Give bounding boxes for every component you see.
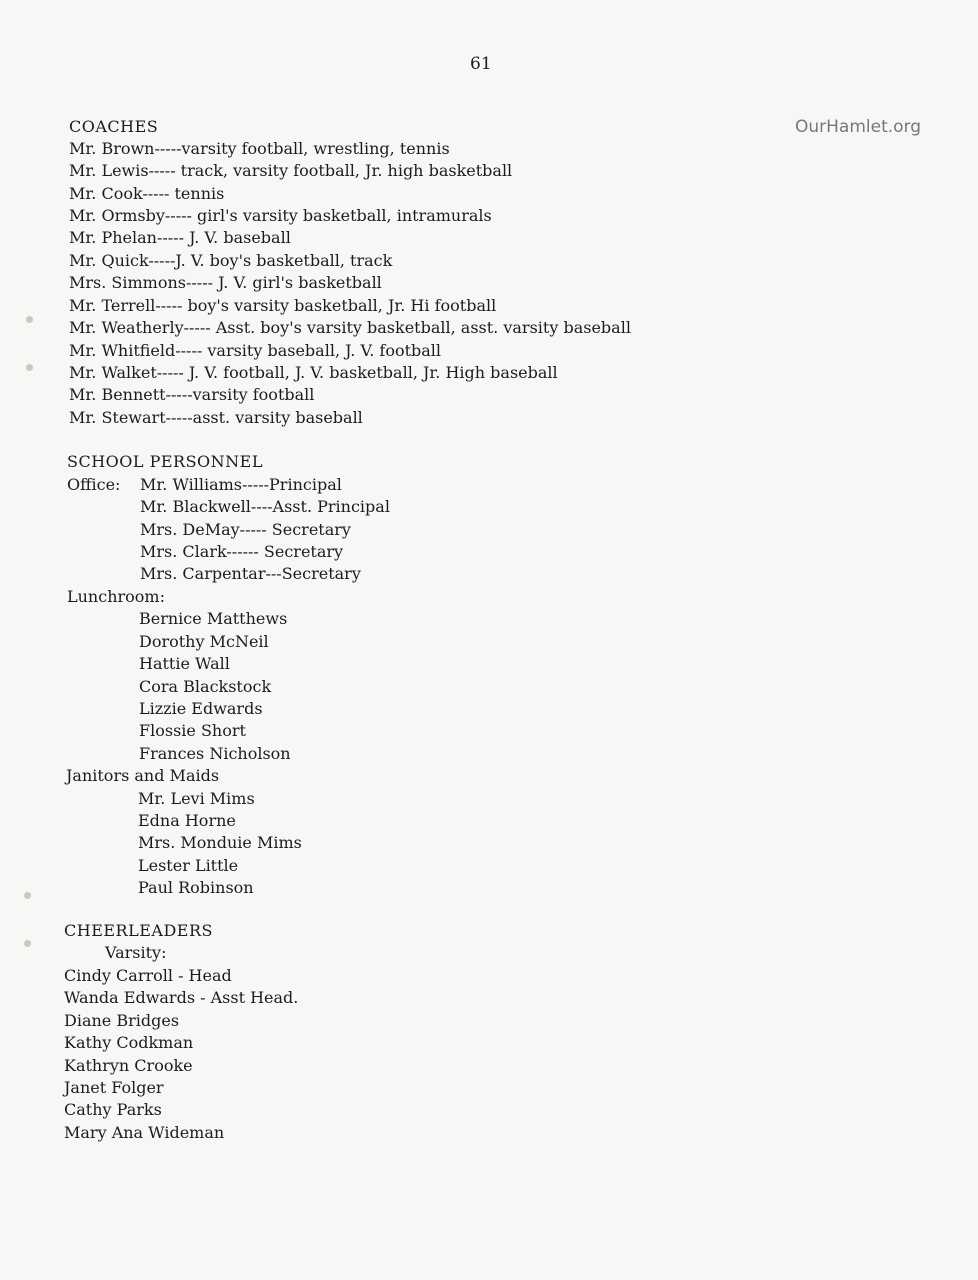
office-staff: Mr. Williams-----Principal — [140, 475, 342, 494]
coach-line: Mrs. Simmons----- J. V. girl's basketball — [69, 273, 382, 292]
lunchroom-label: Lunchroom: — [67, 587, 165, 606]
coach-line: Mr. Phelan----- J. V. baseball — [69, 228, 291, 247]
cheerleader-name: Janet Folger — [64, 1078, 164, 1097]
coach-line: Mr. Terrell----- boy's varsity basketball, Jr. Hi football — [69, 296, 497, 315]
lunchroom-staff: Flossie Short — [139, 721, 246, 740]
lunchroom-staff: Cora Blackstock — [139, 677, 272, 696]
coach-line: Mr. Bennett-----varsity football — [69, 385, 315, 404]
coach-line: Mr. Walket----- J. V. football, J. V. basketball, Jr. High baseball — [69, 363, 558, 382]
page-number: 61 — [470, 54, 492, 74]
janitor-staff: Mr. Levi Mims — [138, 789, 255, 808]
office-label: Office: — [67, 475, 121, 494]
coach-line: Mr. Brown-----varsity football, wrestling, tennis — [69, 139, 450, 158]
lunchroom-staff: Hattie Wall — [139, 654, 230, 673]
cheerleaders-heading: CHEERLEADERS — [64, 921, 213, 940]
lunchroom-staff: Bernice Matthews — [139, 609, 288, 628]
punch-hole — [26, 316, 33, 323]
coach-line: Mr. Ormsby----- girl's varsity basketball, intramurals — [69, 206, 492, 225]
janitor-staff: Mrs. Monduie Mims — [138, 833, 302, 852]
janitor-staff: Edna Horne — [138, 811, 236, 830]
cheerleader-name: Cindy Carroll - Head — [64, 966, 232, 985]
cheerleader-name: Kathryn Crooke — [64, 1056, 193, 1075]
cheerleader-name: Wanda Edwards - Asst Head. — [64, 988, 299, 1007]
office-staff: Mrs. DeMay----- Secretary — [140, 520, 351, 539]
coach-line: Mr. Cook----- tennis — [69, 184, 225, 203]
coach-line: Mr. Weatherly----- Asst. boy's varsity basketball, asst. varsity baseball — [69, 318, 631, 337]
office-staff: Mr. Blackwell----Asst. Principal — [140, 497, 390, 516]
cheerleader-name: Kathy Codkman — [64, 1033, 194, 1052]
coaches-heading: COACHES — [69, 117, 159, 136]
coach-line: Mr. Stewart-----asst. varsity baseball — [69, 408, 363, 427]
watermark: OurHamlet.org — [795, 117, 922, 137]
cheerleader-name: Diane Bridges — [64, 1011, 180, 1030]
office-staff: Mrs. Clark------ Secretary — [140, 542, 344, 561]
office-staff: Mrs. Carpentar---Secretary — [140, 564, 361, 583]
lunchroom-staff: Dorothy McNeil — [139, 632, 269, 651]
coach-line: Mr. Lewis----- track, varsity football, Jr. high basketball — [69, 161, 513, 180]
cheerleader-name: Cathy Parks — [64, 1100, 162, 1119]
janitor-staff: Paul Robinson — [138, 878, 254, 897]
coach-line: Mr. Whitfield----- varsity baseball, J. V. football — [69, 341, 442, 360]
coach-line: Mr. Quick-----J. V. boy's basketball, track — [69, 251, 393, 270]
janitors-label: Janitors and Maids — [66, 766, 220, 785]
punch-hole — [26, 364, 33, 371]
janitor-staff: Lester Little — [138, 856, 239, 875]
lunchroom-staff: Frances Nicholson — [139, 744, 291, 763]
lunchroom-staff: Lizzie Edwards — [139, 699, 263, 718]
cheerleader-name: Mary Ana Wideman — [64, 1123, 225, 1142]
personnel-heading: SCHOOL PERSONNEL — [67, 452, 263, 471]
punch-hole — [24, 892, 31, 899]
varsity-label: Varsity: — [105, 943, 167, 962]
punch-hole — [24, 940, 31, 947]
